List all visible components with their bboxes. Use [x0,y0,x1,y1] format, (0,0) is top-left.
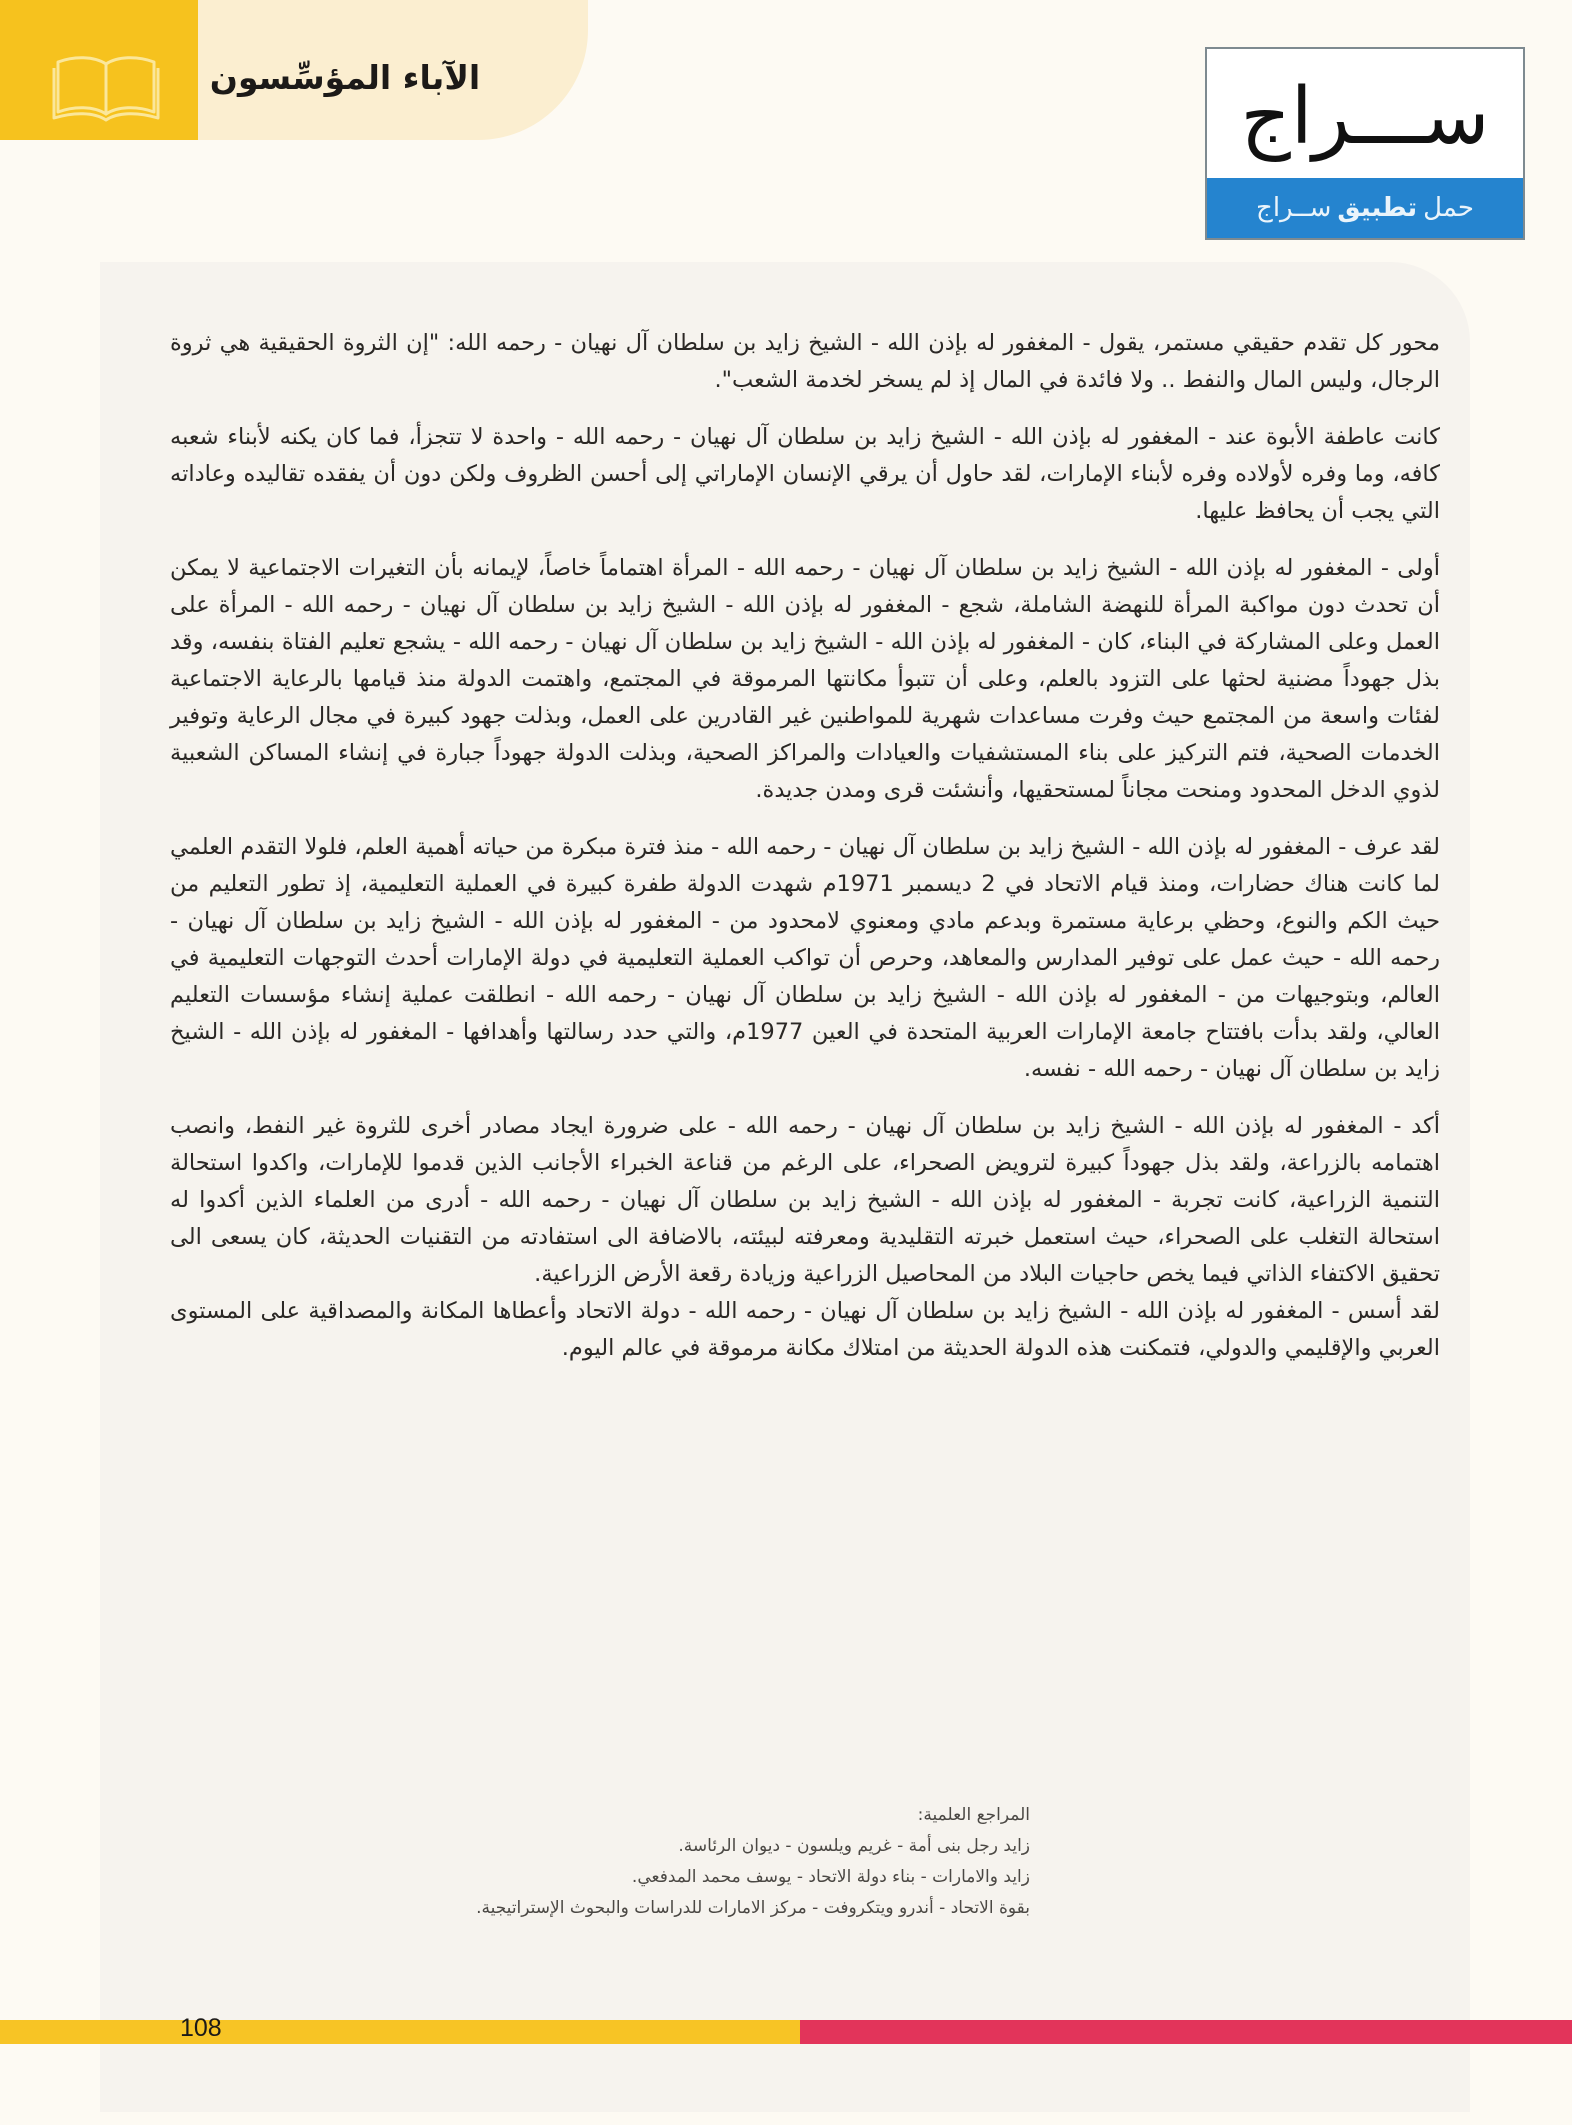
download-app-banner[interactable] [1207,178,1523,238]
banner-prefix: حمل [1423,193,1474,223]
references-heading: المراجع العلمية: [917,1805,1030,1825]
paragraph: لقد عرف - المغفور له بإذن الله - الشيخ زايد بن سلطان آل نهيان - رحمه الله - منذ فترة مبكرة من حياته أهمية العلم، فلولا التقدم العلمي لما كانت هناك حضارات، ومنذ قيام الاتحاد في 2 ديسمبر 1971م شهدت الدولة طفرة كبيرة في العملية التعليمية، إذ تطور التعليم من حيث الكم والنوع، وحظي برعاية مستمرة وبدعم مادي ومعنوي لامحدود من - المغفور له بإذن الله - الشيخ زايد بن سلطان آل نهيان - رحمه الله - حيث عمل على توفير المدارس والمعاهد، وحرص أن تواكب العملية التعليمية في دولة الإمارات أحدث التوجهات التعليمية في العالم، وبتوجيهات من - المغفور له بإذن الله - الشيخ زايد بن سلطان آل نهيان - رحمه الله - انطلقت عملية إنشاء مؤسسات التعليم العالي، ولقد بدأت بافتتاح جامعة الإمارات العربية المتحدة في العين 1977م، والتي حدد رسالتها وأهدافها - المغفور له بإذن الله - الشيخ زايد بن سلطان آل نهيان - رحمه الله - نفسه. [170,834,1441,1082]
section-title: الآباء المؤسِّسون [209,58,481,97]
logo-wordmark: ســـراج [1240,72,1490,162]
reference-item: زايد رجل بنى أمة - غريم ويلسون - ديوان الرئاسة. [678,1836,1030,1856]
paragraph: محور كل تقدم حقيقي مستمر، يقول - المغفور له بإذن الله - الشيخ زايد بن سلطان آل نهيان - رحمه الله: "إن الثروة الحقيقية هي ثروة الرجال، وليس المال والنفط .. ولا فائدة في المال إذ لم يسخر لخدمة الشعب". [170,330,1440,393]
reference-item: بقوة الاتحاد - أندرو ويتكروفت - مركز الامارات للدراسات والبحوث الإستراتيجية. [476,1898,1030,1918]
siraj-app-logo[interactable] [1205,47,1525,240]
paragraph: لقد أسس - المغفور له بإذن الله - الشيخ زايد بن سلطان آل نهيان - رحمه الله - دولة الاتحاد وأعطاها المكانة والمصداقية على المستوى العربي والإقليمي والدولي، فتمكنت هذه الدولة الحديثة من امتلاك مكانة مرموقة في عالم اليوم. [170,1298,1440,1361]
open-book-icon [50,52,162,124]
banner-bold: تطبيق [1337,193,1418,223]
paragraph: أكد - المغفور له بإذن الله - الشيخ زايد بن سلطان آل نهيان - رحمه الله - على ضرورة ايجاد مصادر أخرى للثروة غير النفط، وانصب اهتمامه بالزراعة، ولقد بذل جهوداً كبيرة لترويض الصحراء، على الرغم من قناعة الخبراء الأجانب الذين قدموا للإمارات، واكدوا استحالة التنمية الزراعية، كانت تجربة - المغفور له بإذن الله - الشيخ زايد بن سلطان آل نهيان - رحمه الله - أدرى من العلماء الذين أكدوا له استحالة التغلب على الصحراء، حيث استعمل خبرته التقليدية ومعرفته لبيئته، بالاضافة الى استفادته من التقنيات الحديثة، كان يسعى الى تحقيق الاكتفاء الذاتي فيما يخص حاجيات البلاد من المحاصيل الزراعية وزيادة رقعة الأرض الزراعية. [170,1113,1440,1287]
reference-item: زايد والامارات - بناء دولة الاتحاد - يوسف محمد المدفعي. [631,1867,1030,1887]
banner-suffix: ســراج [1256,193,1332,223]
references [300,1800,1030,1924]
paragraph: أولى - المغفور له بإذن الله - الشيخ زايد بن سلطان آل نهيان - رحمه الله - المرأة اهتماماً خاصاً، لإيمانه بأن التغيرات الاجتماعية لا يمكن أن تحدث دون مواكبة المرأة للنهضة الشاملة، شجع - المغفور له بإذن الله - الشيخ زايد بن سلطان آل نهيان - رحمه الله - المرأة على العمل وعلى المشاركة في البناء، كان - المغفور له بإذن الله - الشيخ زايد بن سلطان آل نهيان - رحمه الله - يشجع تعليم الفتاة بنفسه، وقد بذل جهوداً مضنية لحثها على التزود بالعلم، وعلى أن تتبوأ مكانتها المرموقة في المجتمع، واهتمت الدولة منذ قيامها بالرعاية الاجتماعية لفئات واسعة من المجتمع حيث وفرت مساعدات شهرية للمواطنين غير القادرين على العمل، وبذلت جهود كبيرة في مجال الرعاية وتوفير الخدمات الصحية، فتم التركيز على بناء المستشفيات والعيادات والمراكز الصحية، وبذلت الدولة جهوداً جبارة في إنشاء المساكن الشعبية لذوي الدخل المحدود ومنحت مجاناً لمستحقيها، وأنشئت قرى ومدن جديدة. [170,555,1440,803]
article-body [170,325,1440,1387]
paragraph: كانت عاطفة الأبوة عند - المغفور له بإذن الله - الشيخ زايد بن سلطان آل نهيان - رحمه الله - واحدة لا تتجزأ، فما كان يكنه لأبناء شعبه كافه، وما وفره لأولاده وفره لأبناء الإمارات، لقد حاول أن يرقي الإنسان الإماراتي إلى أحسن الظروف ولكن دون أن يفقده تقاليده وعاداته التي يجب أن يحافظ عليها. [170,424,1440,524]
footer-yellow-bar [0,2020,800,2044]
page-number: 108 [180,2014,222,2042]
footer-red-bar [800,2020,1572,2044]
header-accent-block [0,0,198,140]
